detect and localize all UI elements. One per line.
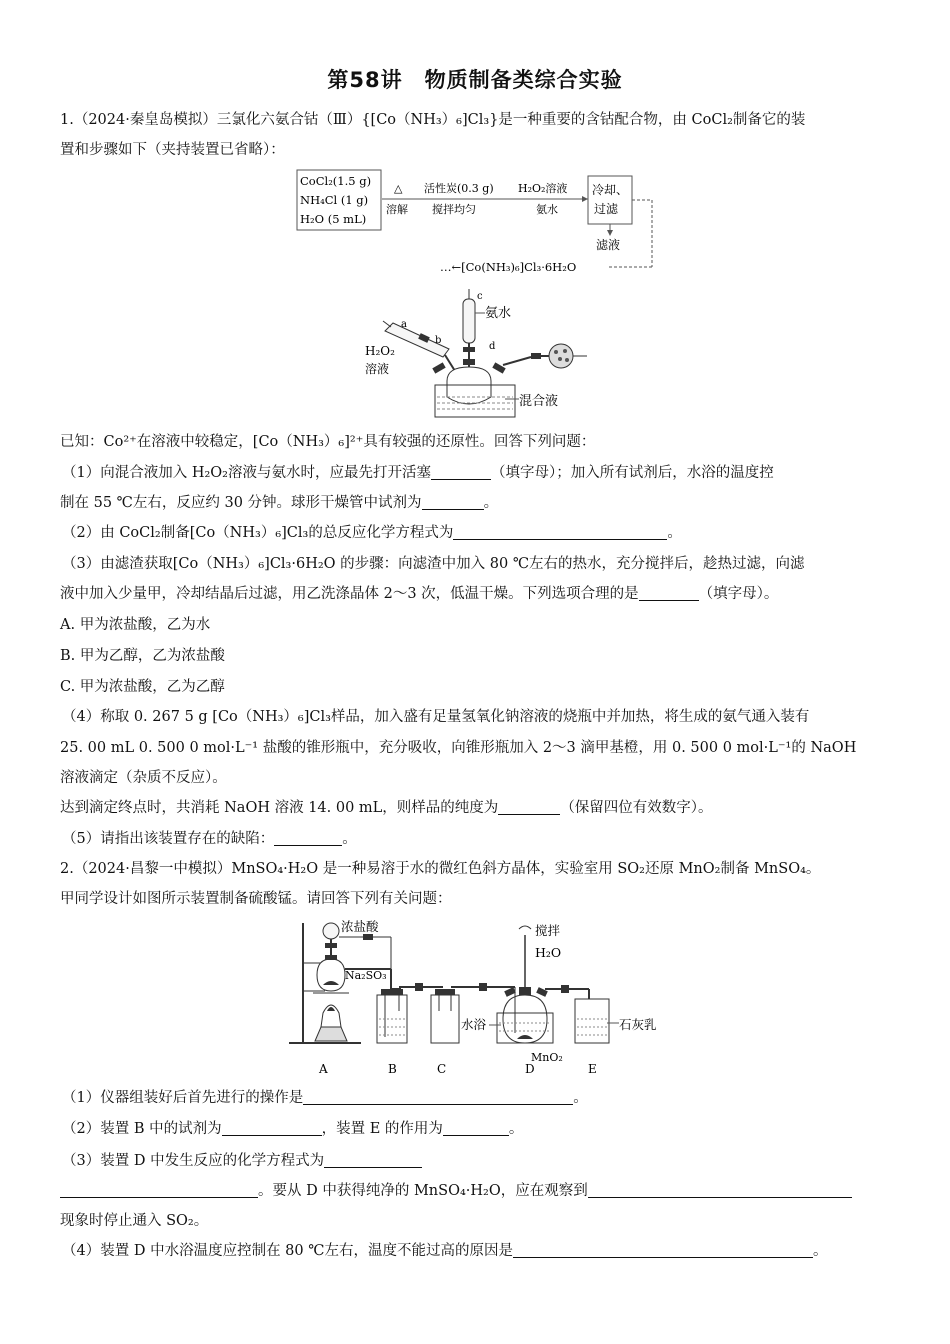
q1-part1-line-1 xyxy=(62,462,900,484)
q1-part1-blank-1[interactable] xyxy=(431,463,491,480)
flow-step2-top: 活性炭(0.3 g) xyxy=(424,182,494,195)
label-D: D xyxy=(525,1062,535,1076)
q1-part3-text-b: 液中加入少量甲，冷却结晶后过滤，用乙洗涤晶体 2～3 次，低温干燥。下列选项合理的是 xyxy=(60,586,639,602)
q1-part2-line xyxy=(62,522,900,544)
q1-part4-blank[interactable] xyxy=(498,798,560,815)
flow-step2-bottom: 搅拌均匀 xyxy=(432,203,476,216)
q2-part3-text-b: 。要从 D 中获得纯净的 MnSO₄·H₂O，应在观察到 xyxy=(258,1183,588,1199)
q2-part4-line xyxy=(62,1240,900,1262)
flow-reagent-3: H₂O (5 mL) xyxy=(300,212,367,226)
q2-part3-line-2 xyxy=(60,1180,898,1202)
label-stir: 搅拌 xyxy=(535,923,561,938)
q1-part4-line-3: 溶液滴定（杂质不反应）。 xyxy=(60,770,227,786)
q1-part4-line-4 xyxy=(60,797,898,819)
q2-part1-line xyxy=(62,1087,900,1109)
q1-intro-line-2: 置和步骤如下（夹持装置已省略）： xyxy=(60,142,285,158)
q1-part4-line-2: 25. 00 mL 0. 500 0 mol·L⁻¹ 盐酸的锥形瓶中，充分吸收，向锥形瓶加入 2～3 滴甲基橙，用 0. 500 0 mol·L⁻¹的 NaOH xyxy=(60,740,857,756)
q1-part2-text-b: 。 xyxy=(667,525,682,541)
q1-part1-text-b: （填字母）；加入所有试剂后，水浴的温度控 xyxy=(491,465,774,481)
q2-part3-blank-1[interactable] xyxy=(324,1151,422,1168)
label-conc-hcl: 浓盐酸 xyxy=(341,919,379,934)
q2-intro-line-2: 甲同学设计如图所示装置制备硫酸锰。请回答下列有关问题： xyxy=(60,891,452,907)
q2-part4-blank[interactable] xyxy=(513,1241,813,1258)
label-A: A xyxy=(319,1062,328,1076)
label-h2o: H₂O xyxy=(535,945,562,960)
q1-part5-line xyxy=(62,828,900,850)
label-d: d xyxy=(489,341,496,352)
q2-part4-text-a: （4）装置 D 中水浴温度应控制在 80 ℃左右，温度不能过高的原因是 xyxy=(62,1243,513,1259)
flow-filtrate: 滤液 xyxy=(596,238,621,252)
label-na2so3: Na₂SO₃ xyxy=(345,969,387,982)
q1-part2-blank[interactable] xyxy=(453,523,667,540)
q1-part4-text-d: 达到滴定终点时，共消耗 NaOH 溶液 14. 00 mL，则样品的纯度为 xyxy=(60,800,499,816)
q2-part3-line-3: 现象时停止通入 SO₂。 xyxy=(60,1213,209,1229)
q1-part2-text-a: （2）由 CoCl₂制备[Co（NH₃）₆]Cl₃的总反应化学方程式为 xyxy=(62,525,454,541)
label-water-bath: 水浴 xyxy=(461,1017,487,1032)
flow-step3-top: H₂O₂溶液 xyxy=(518,182,568,195)
label-a: a xyxy=(401,319,407,330)
q1-part4-text-e: （保留四位有效数字）。 xyxy=(560,800,713,816)
q1-flow-chart xyxy=(290,166,665,280)
q1-option-a: A. 甲为浓盐酸，乙为水 xyxy=(60,617,211,633)
label-solution: 溶液 xyxy=(365,362,390,376)
q1-part1-text-a: （1）向混合液加入 H₂O₂溶液与氨水时，应最先打开活塞 xyxy=(62,465,431,481)
q1-part3-line-1: （3）由滤渣获取[Co（NH₃）₆]Cl₃·6H₂O 的步骤：向滤渣中加入 80 ℃左右的热水，充分搅拌后，趁热过滤，向滤 xyxy=(62,556,805,572)
q1-intro-line-1: 1.（2024·秦皇岛模拟）三氯化六氨合钴（Ⅲ）{[Co（NH₃）₆]Cl₃}是一种重要的含钴配合物，由 CoCl₂制备它的装 xyxy=(60,112,806,128)
q2-apparatus xyxy=(285,915,685,1085)
q1-part1-text-c: 制在 55 ℃左右，反应约 30 分钟。球形干燥管中试剂为 xyxy=(60,495,422,511)
flow-step1-bottom: 溶解 xyxy=(386,203,408,216)
q1-part3-line-2 xyxy=(60,583,898,605)
label-c: c xyxy=(477,291,483,302)
q1-part5-text-b: 。 xyxy=(342,831,357,847)
label-b: b xyxy=(435,335,442,346)
label-E: E xyxy=(588,1062,597,1076)
label-C: C xyxy=(437,1062,447,1076)
label-mno2: MnO₂ xyxy=(531,1051,563,1064)
flow-box-line-2: 过滤 xyxy=(594,202,619,216)
q2-part2-text-c: 。 xyxy=(508,1121,524,1137)
label-B: B xyxy=(388,1062,397,1076)
q1-part1-blank-2[interactable] xyxy=(422,493,484,510)
flow-reagent-2: NH₄Cl (1 g) xyxy=(300,193,369,207)
q1-option-b: B. 甲为乙醇，乙为浓盐酸 xyxy=(60,648,225,664)
label-mixture: 混合液 xyxy=(519,394,559,409)
flow-reagent-1: CoCl₂(1.5 g) xyxy=(300,174,372,188)
q2-part3-line-1 xyxy=(62,1150,900,1172)
q1-known-info: 已知：Co²⁺在溶液中较稳定，[Co（NH₃）₆]²⁺具有较强的还原性。回答下列问题： xyxy=(60,434,596,450)
q2-part2-blank-1[interactable] xyxy=(222,1119,322,1136)
q1-part5-blank[interactable] xyxy=(274,829,342,846)
flow-product: …←[Co(NH₃)₆]Cl₃·6H₂O xyxy=(440,260,577,274)
page-title: 第58讲 物质制备类综合实验 xyxy=(327,68,623,92)
q2-part1-text-a: （1）仪器组装好后首先进行的操作是 xyxy=(62,1090,304,1106)
q1-part5-text-a: （5）请指出该装置存在的缺陷： xyxy=(62,831,275,847)
q2-intro-line-1: 2.（2024·昌黎一中模拟）MnSO₄·H₂O 是一种易溶于水的微红色斜方晶体，实验室用 SO₂还原 MnO₂制备 MnSO₄。 xyxy=(60,861,821,877)
label-h2o2: H₂O₂ xyxy=(365,344,395,358)
q2-part3-text-a: （3）装置 D 中发生反应的化学方程式为 xyxy=(62,1153,325,1169)
q2-part3-blank-2[interactable] xyxy=(60,1181,258,1198)
q1-part1-text-d: 。 xyxy=(483,495,499,511)
q1-part1-line-2 xyxy=(60,492,898,514)
q2-part2-text-b: ，装置 E 的作用为 xyxy=(321,1121,443,1137)
q1-part3-blank[interactable] xyxy=(639,584,699,601)
q1-apparatus xyxy=(355,285,605,423)
q1-option-c: C. 甲为浓盐酸，乙为乙醇 xyxy=(60,679,225,695)
q2-part2-blank-2[interactable] xyxy=(443,1119,509,1136)
q2-part4-text-b: 。 xyxy=(812,1243,828,1259)
q2-part2-text-a: （2）装置 B 中的试剂为 xyxy=(62,1121,222,1137)
q2-part1-blank[interactable] xyxy=(303,1088,573,1105)
q2-part1-text-b: 。 xyxy=(573,1090,588,1106)
flow-step3-bottom: 氨水 xyxy=(536,203,558,216)
label-ammonia: 氨水 xyxy=(485,306,512,321)
q1-part3-text-c: （填字母）。 xyxy=(698,586,779,602)
label-lime: 石灰乳 xyxy=(619,1017,657,1032)
q2-part2-line xyxy=(62,1118,900,1140)
q1-part4-line-1: （4）称取 0. 267 5 g [Co（NH₃）₆]Cl₃样品，加入盛有足量氢氧化钠溶液的烧瓶中并加热，将生成的氨气通入装有 xyxy=(62,709,810,725)
flow-step1-top: △ xyxy=(394,182,403,195)
q2-part3-blank-3[interactable] xyxy=(588,1181,852,1198)
flow-box-line-1: 冷却、 xyxy=(592,183,629,197)
